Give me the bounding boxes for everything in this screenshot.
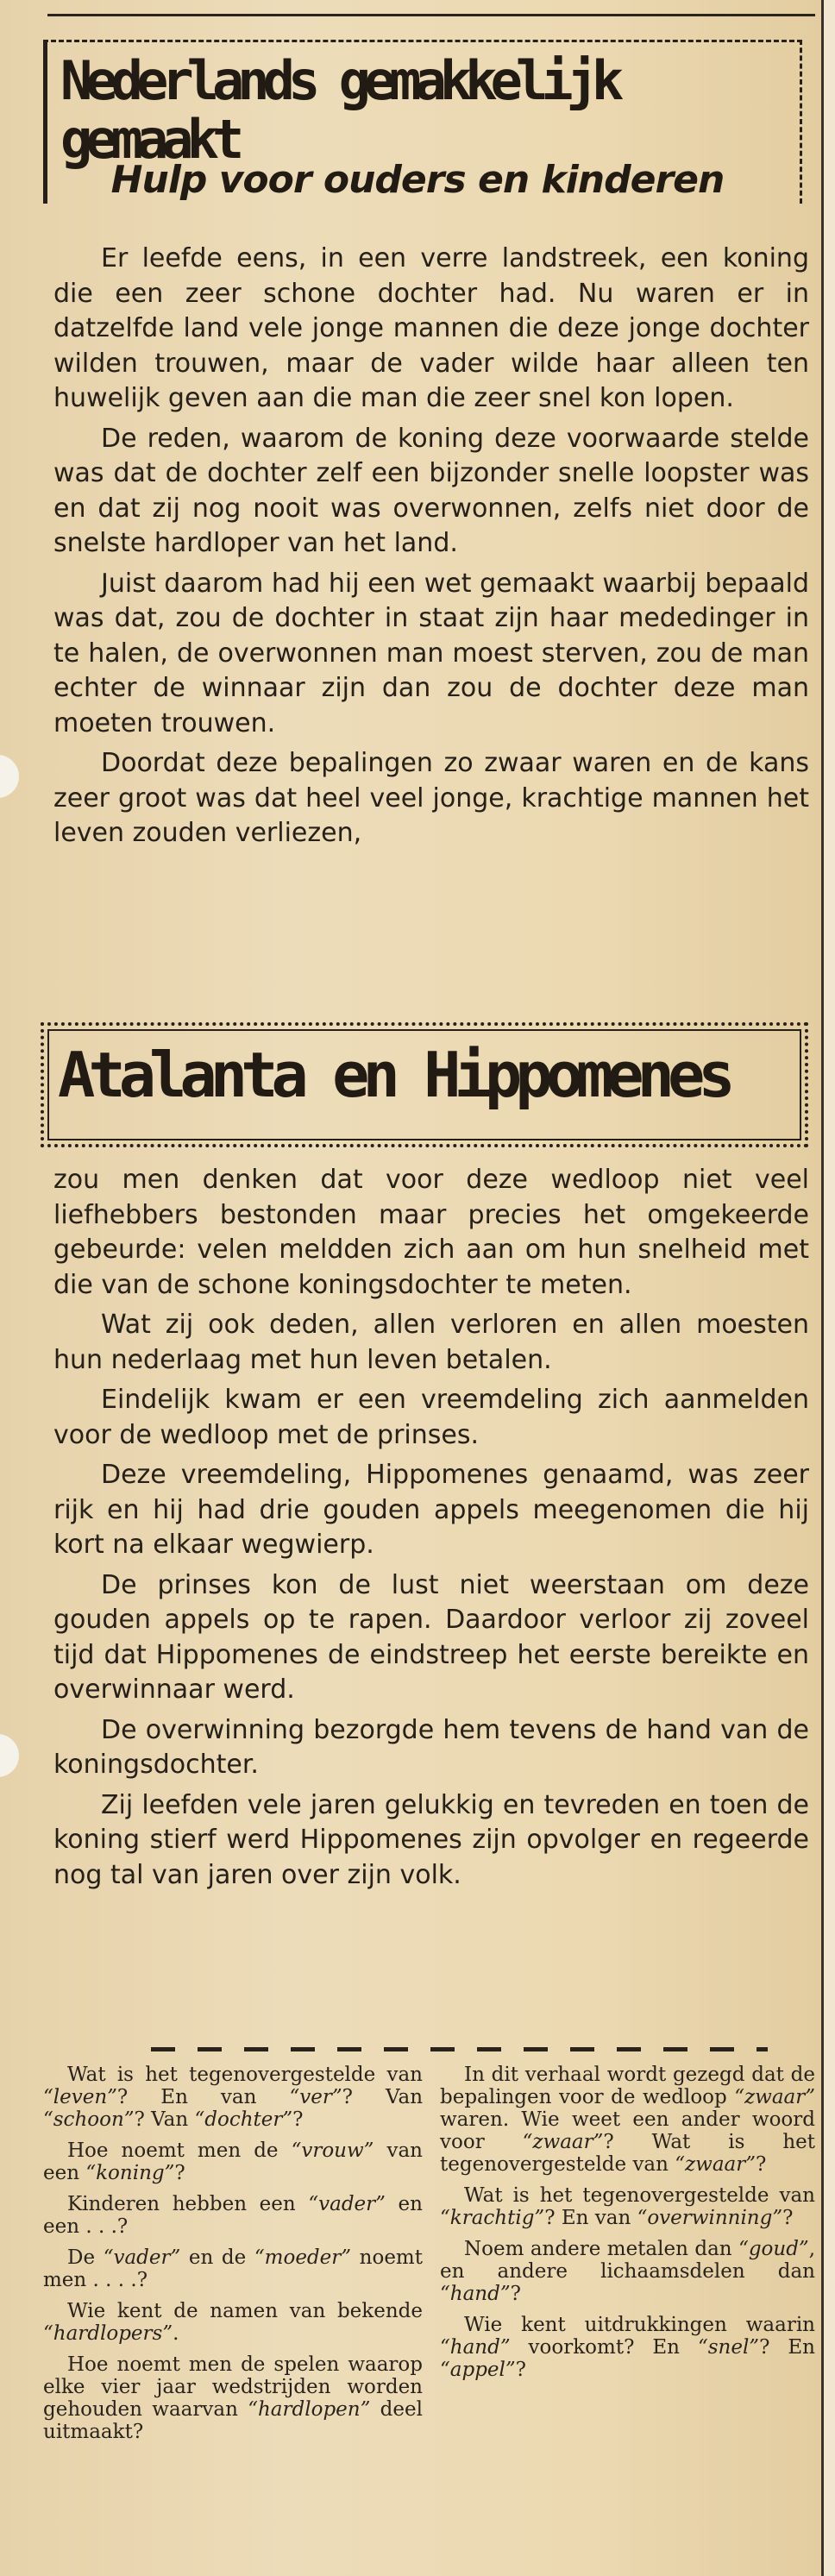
question: Noem andere metalen dan “goud”, en andere lichaamsdelen dan “hand”? xyxy=(440,2238,815,2305)
punch-hole xyxy=(0,755,19,798)
questions-left-column xyxy=(43,2064,423,2452)
page-title: Nederlands gemakkelijk gemaakt xyxy=(60,49,618,172)
paragraph: De overwinning bezorgde hem tevens de hand van de koningsdochter. xyxy=(53,1714,809,1780)
question: Wat is het tegenovergestelde van “leven”? En van “ver”? Van “schoon”? Van “dochter”? xyxy=(43,2064,424,2131)
question: Kinderen hebben een “vader” en een . . .? xyxy=(43,2193,423,2238)
story-part-1 xyxy=(53,242,809,857)
punch-hole xyxy=(0,1734,19,1777)
paragraph: Zij leefden vele jaren gelukkig en tevreden en toen de koning stierf werd Hippomenes zijn opvolger en regeerde nog tal van jaren over zijn volk. xyxy=(53,1789,809,1890)
paragraph: Doordat deze bepalingen zo zwaar waren en de kans zeer groot was dat heel veel jonge, krachtige mannen het leven zouden verliezen, xyxy=(53,748,809,848)
top-rule xyxy=(47,14,815,16)
dashed-divider xyxy=(151,2047,768,2051)
paragraph: Deze vreemdeling, Hippomenes genaamd, was zeer rijk en hij had drie gouden appels meegenomen die hij kort na elkaar wegwierp. xyxy=(53,1460,809,1560)
paragraph: Eindelijk kwam er een vreemdeling zich aanmelden voor de wedloop met de prinses. xyxy=(53,1385,809,1450)
question: Hoe noemt men de spelen waarop elke vier jaar wedstrijden worden gehouden waarvan “hardlopen” deel uitmaakt? xyxy=(43,2353,423,2443)
paragraph: zou men denken dat voor deze wedloop niet veel liefhebbers bestonden maar precies het omgekeerde gebeurde: velen meldden zich aan om hun snelheid met die van de schone koningsdochter te meten. xyxy=(53,1165,809,1300)
question: Wat is het tegenovergestelde van “krachtig”? En van “overwinning”? xyxy=(440,2184,815,2229)
question: In dit verhaal wordt gezegd dat de bepalingen voor de wedloop “zwaar” waren. Wie weet een ander woord voor “zwaar”? Wat is het tegenovergestelde van “zwaar”? xyxy=(440,2064,815,2176)
question: Hoe noemt men de “vrouw” van een “koning”? xyxy=(43,2139,423,2184)
questions-right-column xyxy=(440,2064,815,2390)
adjacent-column-edge xyxy=(821,0,835,2576)
question: Wie kent de namen van bekende “hardlopers”. xyxy=(43,2300,423,2345)
story-title: Atalanta en Hippomenes xyxy=(58,1039,729,1111)
paragraph: De prinses kon de lust niet weerstaan om deze gouden appels op te rapen. Daardoor verloor zij zoveel tijd dat Hippomenes de eindstreep het eerste bereikte en overwinnaar werd. xyxy=(53,1569,809,1705)
paragraph: De reden, waarom de koning deze voorwaarde stelde was dat de dochter zelf een bijzonder snelle loopster was en dat zij nog nooit was overwonnen, zelfs niet door de snelste hardloper van het land. xyxy=(53,423,809,558)
page-subtitle: Hulp voor ouders en kinderen xyxy=(110,158,725,202)
story-part-2 xyxy=(53,1163,809,1898)
question: Wie kent uitdrukkingen waarin “hand” voorkomt? En “snel”? En “appel”? xyxy=(440,2314,815,2381)
question: De “vader” en de “moeder” noemt men . . . .? xyxy=(43,2246,423,2291)
paragraph: Er leefde eens, in een verre landstreek, een koning die een zeer schone dochter had. Nu waren er in datzelfde land vele jonge mannen die deze jonge dochter wilden trouwen, maar de vader wilde haar alleen ten huwelijk geven aan die man die zeer snel kon lopen. xyxy=(53,243,809,413)
paragraph: Juist daarom had hij een wet gemaakt waarbij bepaald was dat, zou de dochter in staat zijn haar mededinger in te halen, de overwonnen man moest sterven, zou de man echter de winnaar zijn dan zou de dochter deze man moeten trouwen. xyxy=(53,568,809,738)
paragraph: Wat zij ook deden, allen verloren en allen moesten hun nederlaag met hun leven betalen. xyxy=(53,1310,809,1375)
